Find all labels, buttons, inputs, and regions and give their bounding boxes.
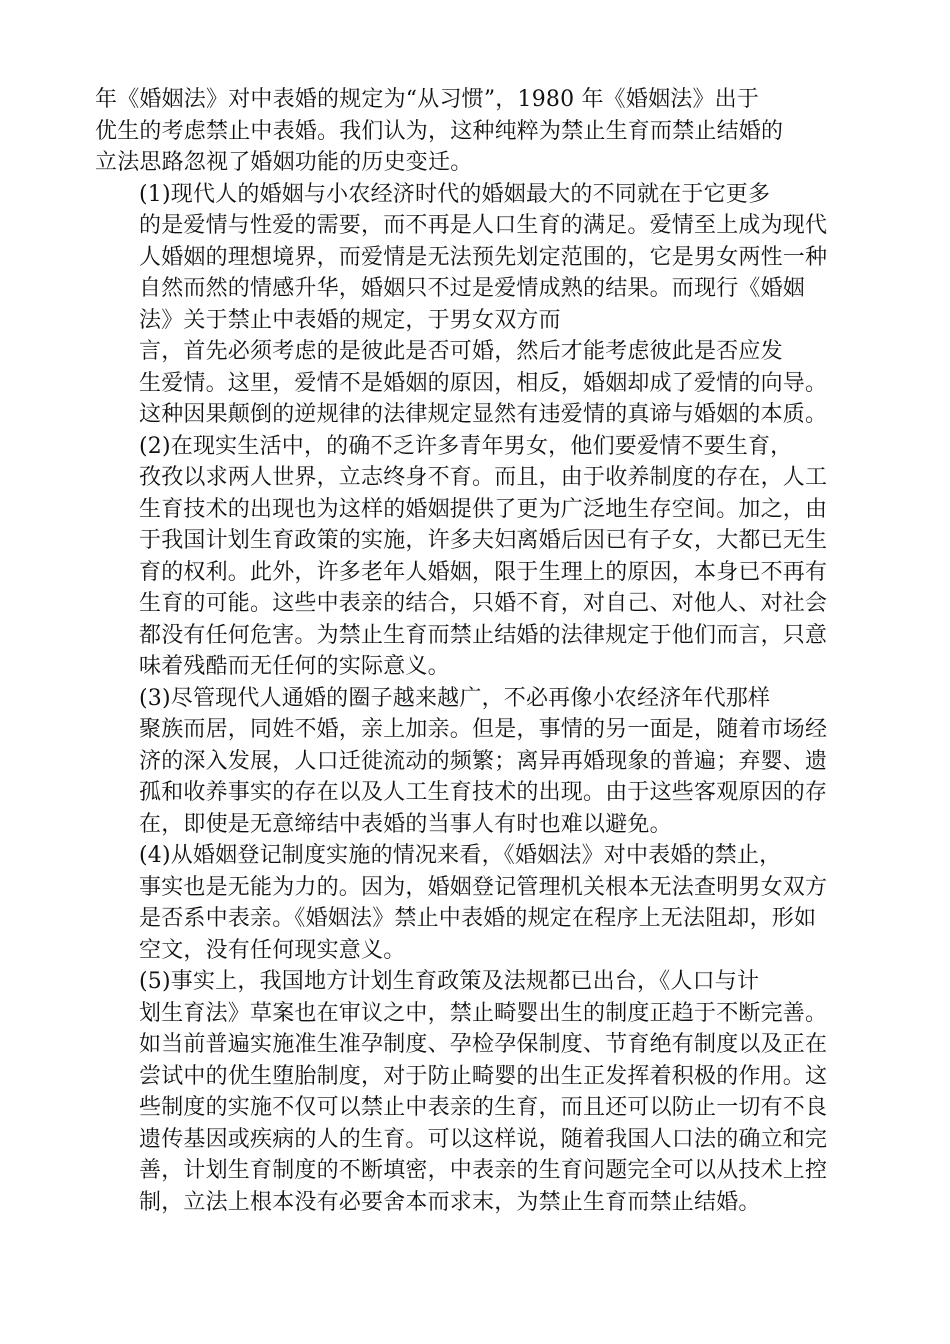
- text-line: 善，计划生育制度的不断填密，中表亲的生育问题完全可以从技术上控: [139, 1158, 828, 1183]
- text-line: 些制度的实施不仅可以禁止中表亲的生育，而且还可以防止一切有不良: [139, 1095, 828, 1120]
- text-line: (2)在现实生活中，的确不乏许多青年男女，他们要爱情不要生育，: [139, 433, 793, 459]
- text-line: 优生的考虑禁止中表婚。我们认为，这种纯粹为禁止生育而禁止结婚的: [95, 118, 784, 144]
- document-page: [95, 84, 895, 1218]
- paragraph-point-3: [95, 683, 895, 841]
- text-line: 立法思路忽视了婚姻功能的历史变迁。: [95, 150, 473, 175]
- paragraph-point-1: [95, 179, 895, 337]
- text-line: 空文，没有任何现实意义。: [139, 937, 406, 963]
- text-line: 自然而然的情感升华，婚姻只不过是爱情成熟的结果。而现行《婚姻: [139, 276, 806, 301]
- text-line: 生育的可能。这些中表亲的结合，只婚不育，对自己、对他人、对社会: [139, 591, 828, 616]
- text-line: 尝试中的优生堕胎制度，对于防止畸婴的出生正发挥着积极的作用。这: [139, 1063, 828, 1089]
- text-line: 年《婚姻法》对中表婚的规定为“从习惯”，1980 年《婚姻法》出于: [95, 87, 760, 112]
- text-line: 划生育法》草案也在审议之中，禁止畸婴出生的制度正趋于不断完善。: [139, 1000, 828, 1026]
- text-line: 制，立法上根本没有必要舍本而求末，为禁止生育而禁止结婚。: [139, 1189, 761, 1215]
- text-line: 这种因果颠倒的逆规律的法律规定显然有违爱情的真谛与婚姻的本质。: [139, 402, 828, 427]
- paragraph-point-1-continued: [95, 336, 895, 431]
- text-line: 于我国计划生育政策的实施，许多夫妇离婚后因已有子女，大都已无生: [139, 528, 828, 553]
- paragraph-point-4: [95, 840, 895, 966]
- text-line: 是否系中表亲。《婚姻法》禁止中表婚的规定在程序上无法阻却，形如: [139, 906, 817, 931]
- text-line: 在，即使是无意缔结中表婚的当事人有时也难以避免。: [139, 811, 672, 837]
- text-line: 的是爱情与性爱的需要，而不再是人口生育的满足。爱情至上成为现代: [139, 213, 828, 238]
- text-line: 育的权利。此外，许多老年人婚姻，限于生理上的原因，本身已不再有: [139, 559, 828, 585]
- text-line: 都没有任何危害。为禁止生育而禁止结婚的法律规定于他们而言，只意: [139, 622, 828, 648]
- text-line: 遗传基因或疾病的人的生育。可以这样说，随着我国人口法的确立和完: [139, 1126, 828, 1152]
- text-line: (3)尽管现代人通婚的圈子越来越广，不必再像小农经济年代那样: [139, 685, 771, 711]
- text-line: 法》关于禁止中表婚的规定，于男女双方而: [139, 307, 561, 333]
- text-line: 济的深入发展，人口迁徙流动的频繁；离异再婚现象的普遍；弃婴、遗: [139, 748, 828, 774]
- text-line: 人婚姻的理想境界，而爱情是无法预先划定范围的，它是男女两性一种: [139, 244, 828, 270]
- paragraph-point-5: [95, 966, 895, 1218]
- text-line: 味着残酷而无任何的实际意义。: [139, 654, 450, 679]
- paragraph-point-2: [95, 431, 895, 683]
- text-line: 孜孜以求两人世界，立志终身不育。而且，由于收养制度的存在，人工: [139, 465, 828, 490]
- text-line: 生爱情。这里，爱情不是婚姻的原因，相反，婚姻却成了爱情的向导。: [139, 370, 828, 396]
- text-line: (1)现代人的婚姻与小农经济时代的婚姻最大的不同就在于它更多: [139, 181, 771, 207]
- text-line: 孤和收养事实的存在以及人工生育技术的出现。由于这些客观原因的存: [139, 780, 828, 805]
- text-line: (4)从婚姻登记制度实施的情况来看，《婚姻法》对中表婚的禁止，: [139, 843, 782, 868]
- text-line: 聚族而居，同姓不婚，亲上加亲。但是，事情的另一面是，随着市场经: [139, 717, 828, 742]
- text-line: 言，首先必须考虑的是彼此是否可婚，然后才能考虑彼此是否应发: [139, 339, 783, 364]
- paragraph-continuation: [95, 84, 895, 179]
- text-line: 生育技术的出现也为这样的婚姻提供了更为广泛地生存空间。加之，由: [139, 496, 828, 522]
- text-line: 如当前普遍实施准生准孕制度、孕检孕保制度、节育绝有制度以及正在: [139, 1032, 828, 1057]
- text-line: 事实也是无能为力的。因为，婚姻登记管理机关根本无法查明男女双方: [139, 874, 828, 900]
- text-line: (5)事实上，我国地方计划生育政策及法规都已出台，《人口与计: [139, 969, 760, 994]
